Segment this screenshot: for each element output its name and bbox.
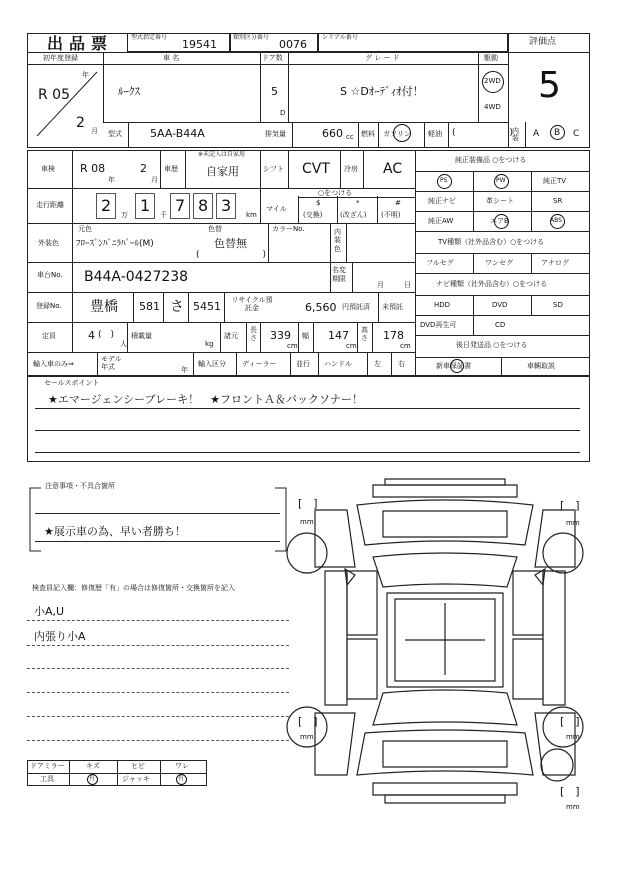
capacity-paren: ( ) [98,330,115,340]
divider [260,188,261,223]
cooler: AC [383,161,403,177]
divider [415,191,590,192]
color-label: 外装色 [38,239,59,247]
divider [415,335,590,336]
form-title: 出品票 [47,34,114,53]
km-unit: km [246,211,257,219]
divider [72,150,73,352]
legend-crack: ヒビ [131,762,145,770]
genuine-title: 純正装備品 ○をつける [455,156,527,164]
width: 147 [328,329,349,342]
color-change: 色替無 [214,237,247,250]
rear-window [373,690,517,725]
odometer-digit [193,193,213,219]
car-name-label: 車 名 [163,54,180,62]
displacement: 660 [322,127,343,140]
divider [35,513,280,514]
odometer-digit-value: 7 [175,196,186,215]
notes-label: 注意事項・不具合箇所 [45,482,115,490]
divider [185,150,186,188]
inspection-label: 車検 [41,165,55,173]
sales-text: ★エマージェンシーブレーキ！ ★フロントＡ＆バックソナー！ [48,393,364,406]
navi: 純正ナビ [428,197,456,205]
leather: 革シート [486,197,514,205]
divider [268,223,269,262]
divider [448,122,449,148]
oneseg: ワンセグ [485,259,513,267]
interior-a: A [533,129,540,139]
reg-no: 5451 [193,300,221,313]
unknown: (不明) [381,211,401,219]
type-no-label: 型式指定番号 [131,34,168,41]
reg-label: 登録No. [36,302,62,310]
divider [508,52,590,53]
height-label: 高さ [361,326,368,343]
length-unit: cm [287,342,298,350]
width-label: 幅 [302,332,309,340]
inspector-label: 検査員記入欄：修復歴「有」の場合は修復箇所・交換箇所を記入 [32,584,235,592]
inspector-line-1: 小A,U [34,605,65,618]
shift: CVT [302,161,330,177]
bracket-top-right: [ ] [560,499,580,512]
divider [478,52,479,122]
divider [220,322,221,352]
width-unit: cm [346,342,357,350]
legend-scratch: キズ [86,762,100,770]
serial-label: シリアル番号 [322,34,358,41]
divider [415,211,590,212]
type-no: 19541 [182,38,217,51]
first-reg-month: 2 [76,115,85,131]
airbag: エアB [490,217,509,225]
month-unit: 月 [91,127,98,135]
doors-label: ドア数 [262,54,283,62]
rear-left-fender [315,713,355,775]
length: 339 [270,329,291,342]
divider [415,357,590,358]
divider [352,262,353,292]
spare-tire [541,749,573,781]
divider [27,188,415,189]
divider [363,150,364,188]
inspector-line-2: 内張り小A [34,630,86,643]
divider [292,122,293,148]
divider [260,150,261,188]
left-rear-door [347,639,377,699]
front-bumper [373,485,517,497]
divider [193,352,194,376]
divider [501,357,502,376]
recycle-unit: 円預託済 [342,303,370,311]
color-orig-label: 元色 [78,225,92,233]
later-title: 後日発送品 ○をつける [456,341,528,349]
divider [188,292,189,322]
divider [415,315,590,316]
diesel-paren: ( ) [452,128,514,138]
reg-area: 豊橋 [90,299,118,315]
divider [246,322,247,352]
history-label: 車歴 [164,165,178,173]
modified: (改ざん) [340,211,367,219]
divider [378,122,379,148]
dotted-line [27,716,289,717]
divider [27,352,415,353]
divider [391,352,392,376]
bracket-top-left: [ ] [298,497,318,510]
divider [330,223,331,292]
dvd-play: DVD再生可 [420,321,457,329]
height: 178 [383,329,404,342]
divider [340,150,341,188]
divider [531,253,532,273]
divider [290,352,291,376]
notes-text: ★展示車の為、早い者勝ち！ [44,525,186,538]
car-damage-diagram [285,475,605,815]
divider [288,52,289,122]
divider [236,352,237,376]
ps: PS [440,177,448,184]
handle-label: ハンドル [324,360,352,368]
vin-label: 車台No. [37,271,63,279]
drive-4wd: 4WD [484,103,501,111]
divider [377,196,378,223]
divider [298,196,299,223]
sr: SR [553,197,563,205]
divider [473,253,474,273]
legend-jack: ジャッキ [122,775,150,783]
odometer-digit [216,193,236,219]
year-unit: 年 [82,71,89,79]
cooler-label: 冷房 [344,165,358,173]
divider [117,760,118,786]
divider [35,408,580,409]
dotted-line [27,740,289,741]
handle-left: 左 [374,360,381,368]
legend-mirror: ドアミラー [30,762,65,770]
sales-label: セールスポイント [44,379,100,387]
interior-label: 内装 [512,127,519,142]
dotted-line [27,620,289,621]
inspection: R 08 [80,162,106,175]
history: 自家用 [206,165,239,178]
interior-b: B [554,128,561,138]
fuel: ガソリン [383,130,411,138]
doors: 5 [271,85,278,98]
import-type-label: 輸入区分 [198,360,226,368]
divider [260,52,261,122]
kg-unit: kg [205,340,214,348]
shift-label: シフト [263,165,284,173]
model-year-label: モデル年式 [101,355,122,372]
dotted-line [27,645,289,646]
import-label: 輸入車のみ⇒ [33,360,74,368]
right-front-door [513,571,543,635]
capacity-label: 定員 [42,332,56,340]
recycle-none: 未預託 [382,303,403,311]
rear-bumper [373,783,517,795]
first-reg-label: 初年度登録 [43,54,78,62]
check-note: ○をつける [318,189,353,197]
odometer-digit-value: 8 [198,196,209,215]
odometer-digit [170,193,190,219]
name-change-label: 名変期限 [332,266,346,284]
fuel-label: 燃料 [361,130,375,138]
pw: PW [496,177,506,184]
length-label: 長さ [250,326,257,343]
divider [372,322,373,352]
divider [415,295,590,296]
divider [357,322,358,352]
grade-label: グ レ ー ド [365,54,400,62]
divider [346,223,347,262]
sd: SD [553,301,563,309]
score-label: 評価点 [529,37,557,47]
cc-unit: cc [346,133,354,141]
divider [133,292,134,322]
dotted-line [27,692,289,693]
mm-top-left: mm [300,518,314,526]
car-name: ﾙｰｸｽ [118,85,140,98]
man-unit: 万 [121,211,128,219]
divider [128,122,129,148]
door-sub: D [280,109,286,117]
interior-color-label: 内装色 [334,228,341,253]
right-rear-door [513,639,543,699]
divider [473,171,474,231]
mm-bottom-right: mm [566,803,580,811]
aw: 純正AW [428,217,454,225]
model-year-unit: 年 [181,366,188,374]
divider [35,430,580,431]
divider [473,295,474,335]
manual: 車輌取説 [527,362,555,370]
divider [27,262,415,263]
class-no-label: 類別区分番号 [233,34,270,41]
score-value: 5 [538,65,561,106]
grade: S ☆Dｵｰﾃﾞｨｵ付！ [340,85,424,98]
inspection-year-unit: 年 [108,176,115,184]
divider [35,541,280,542]
divider [415,171,590,172]
analog: アナログ [541,259,569,267]
notes-bracket [27,482,289,555]
divider [415,273,590,274]
divider [69,760,70,786]
capacity: 4 [88,329,95,342]
divider [415,253,590,254]
bracket-mid-left: [ ] [298,715,318,728]
left-front-door [347,571,377,635]
divider [313,322,314,352]
handle-right: 右 [398,360,405,368]
sales-point-section [27,376,590,462]
unknown-mark: # [395,199,401,207]
name-change-month: 月 [377,281,384,289]
divider [424,122,425,148]
sen-unit: 千 [160,211,167,219]
height-unit: cm [400,342,411,350]
divider [531,295,532,315]
interior-c: C [573,129,580,139]
hdd: HDD [434,301,451,309]
odometer-digit [96,193,116,219]
tool-yu: 有 [89,775,96,782]
bracket-bottom-right: [ ] [560,785,580,798]
color-paren: ( ) [196,250,267,260]
drive-label: 駆動 [484,54,498,62]
divider [35,452,580,453]
divider [318,352,319,376]
first-reg-era: R 05 [38,87,70,103]
history-note: ※未記入は自家用 [198,151,246,158]
inspection-month-unit: 月 [151,176,158,184]
color-orig: ﾌﾛｰｽﾞﾝﾊﾞﾆﾗﾊﾟｰﾙ(M) [76,239,154,249]
displacement-label: 排気量 [265,130,286,138]
mileage-label: 走行距離 [36,201,64,209]
mm-top-right: mm [566,519,580,527]
bracket-mid-right: [ ] [560,715,580,728]
model-label: 型式 [108,130,122,138]
color-no-label: 色替 [208,225,222,233]
reg-kana: さ [170,299,184,315]
drive-2wd: 2WD [484,77,501,85]
tv: 純正TV [543,177,567,185]
person-unit: 人 [120,340,127,348]
abs: ABS [550,217,562,224]
divider [97,352,98,376]
dvd: DVD [492,301,508,309]
mile-label: マイル [266,205,287,213]
model: 5AA-B44A [150,127,205,140]
divider [531,171,532,231]
parallel: 並行 [296,360,310,368]
divider [160,760,161,786]
class-no: 0076 [279,38,307,51]
divider [415,231,590,232]
divider [378,292,379,322]
warranty: 新車保証書 [436,362,471,370]
inspection-month: 2 [140,162,147,175]
divider [103,52,104,122]
recycle-label: リサイクル預託金 [231,296,273,313]
name-change-day: 日 [404,281,411,289]
odometer-digit [135,193,155,219]
legend-break: ワレ [175,762,189,770]
mm-mid-left: mm [300,733,314,741]
dealer: ディーラー [242,360,277,368]
cd: CD [495,321,506,329]
exchange-mark: $ [316,199,321,207]
color-code-label: カラーNo. [272,225,305,233]
divider [224,292,225,322]
divider [27,292,415,293]
odometer-digit-value: 2 [101,196,112,215]
jack-yu: 有 [178,775,185,782]
divider [27,223,415,224]
diesel-label: 軽油 [428,130,442,138]
legend-tool: 工具 [40,775,54,783]
divider [27,52,508,53]
divider [163,292,164,322]
windshield [373,553,517,587]
load-label: 積載量 [131,332,152,340]
divider [298,197,415,198]
divider [367,352,368,376]
exchange: (交換) [303,211,323,219]
tv-title: TV種類（社外品含む）○をつける [438,238,545,246]
recycle: 6,560 [305,301,337,314]
divider [358,122,359,148]
odometer-digit-value: 3 [221,196,232,215]
divider [337,196,338,223]
modified-mark: * [356,199,360,207]
divider [298,322,299,352]
dotted-line [27,668,289,669]
divider [260,322,261,352]
divider [415,150,416,376]
odometer-digit-value: 1 [140,196,151,215]
divider [160,150,161,188]
dim-label: 諸元 [224,332,238,340]
divider [127,322,128,352]
mm-mid-right: mm [566,733,580,741]
navi-title: ナビ種類（社外品含む）○をつける [436,280,548,288]
divider [288,150,289,188]
divider [525,122,526,148]
reg-class: 581 [139,300,160,313]
front-left-tire [287,533,327,573]
vin: B44A-0427238 [84,269,189,285]
fullseg: フルセグ [426,259,454,267]
